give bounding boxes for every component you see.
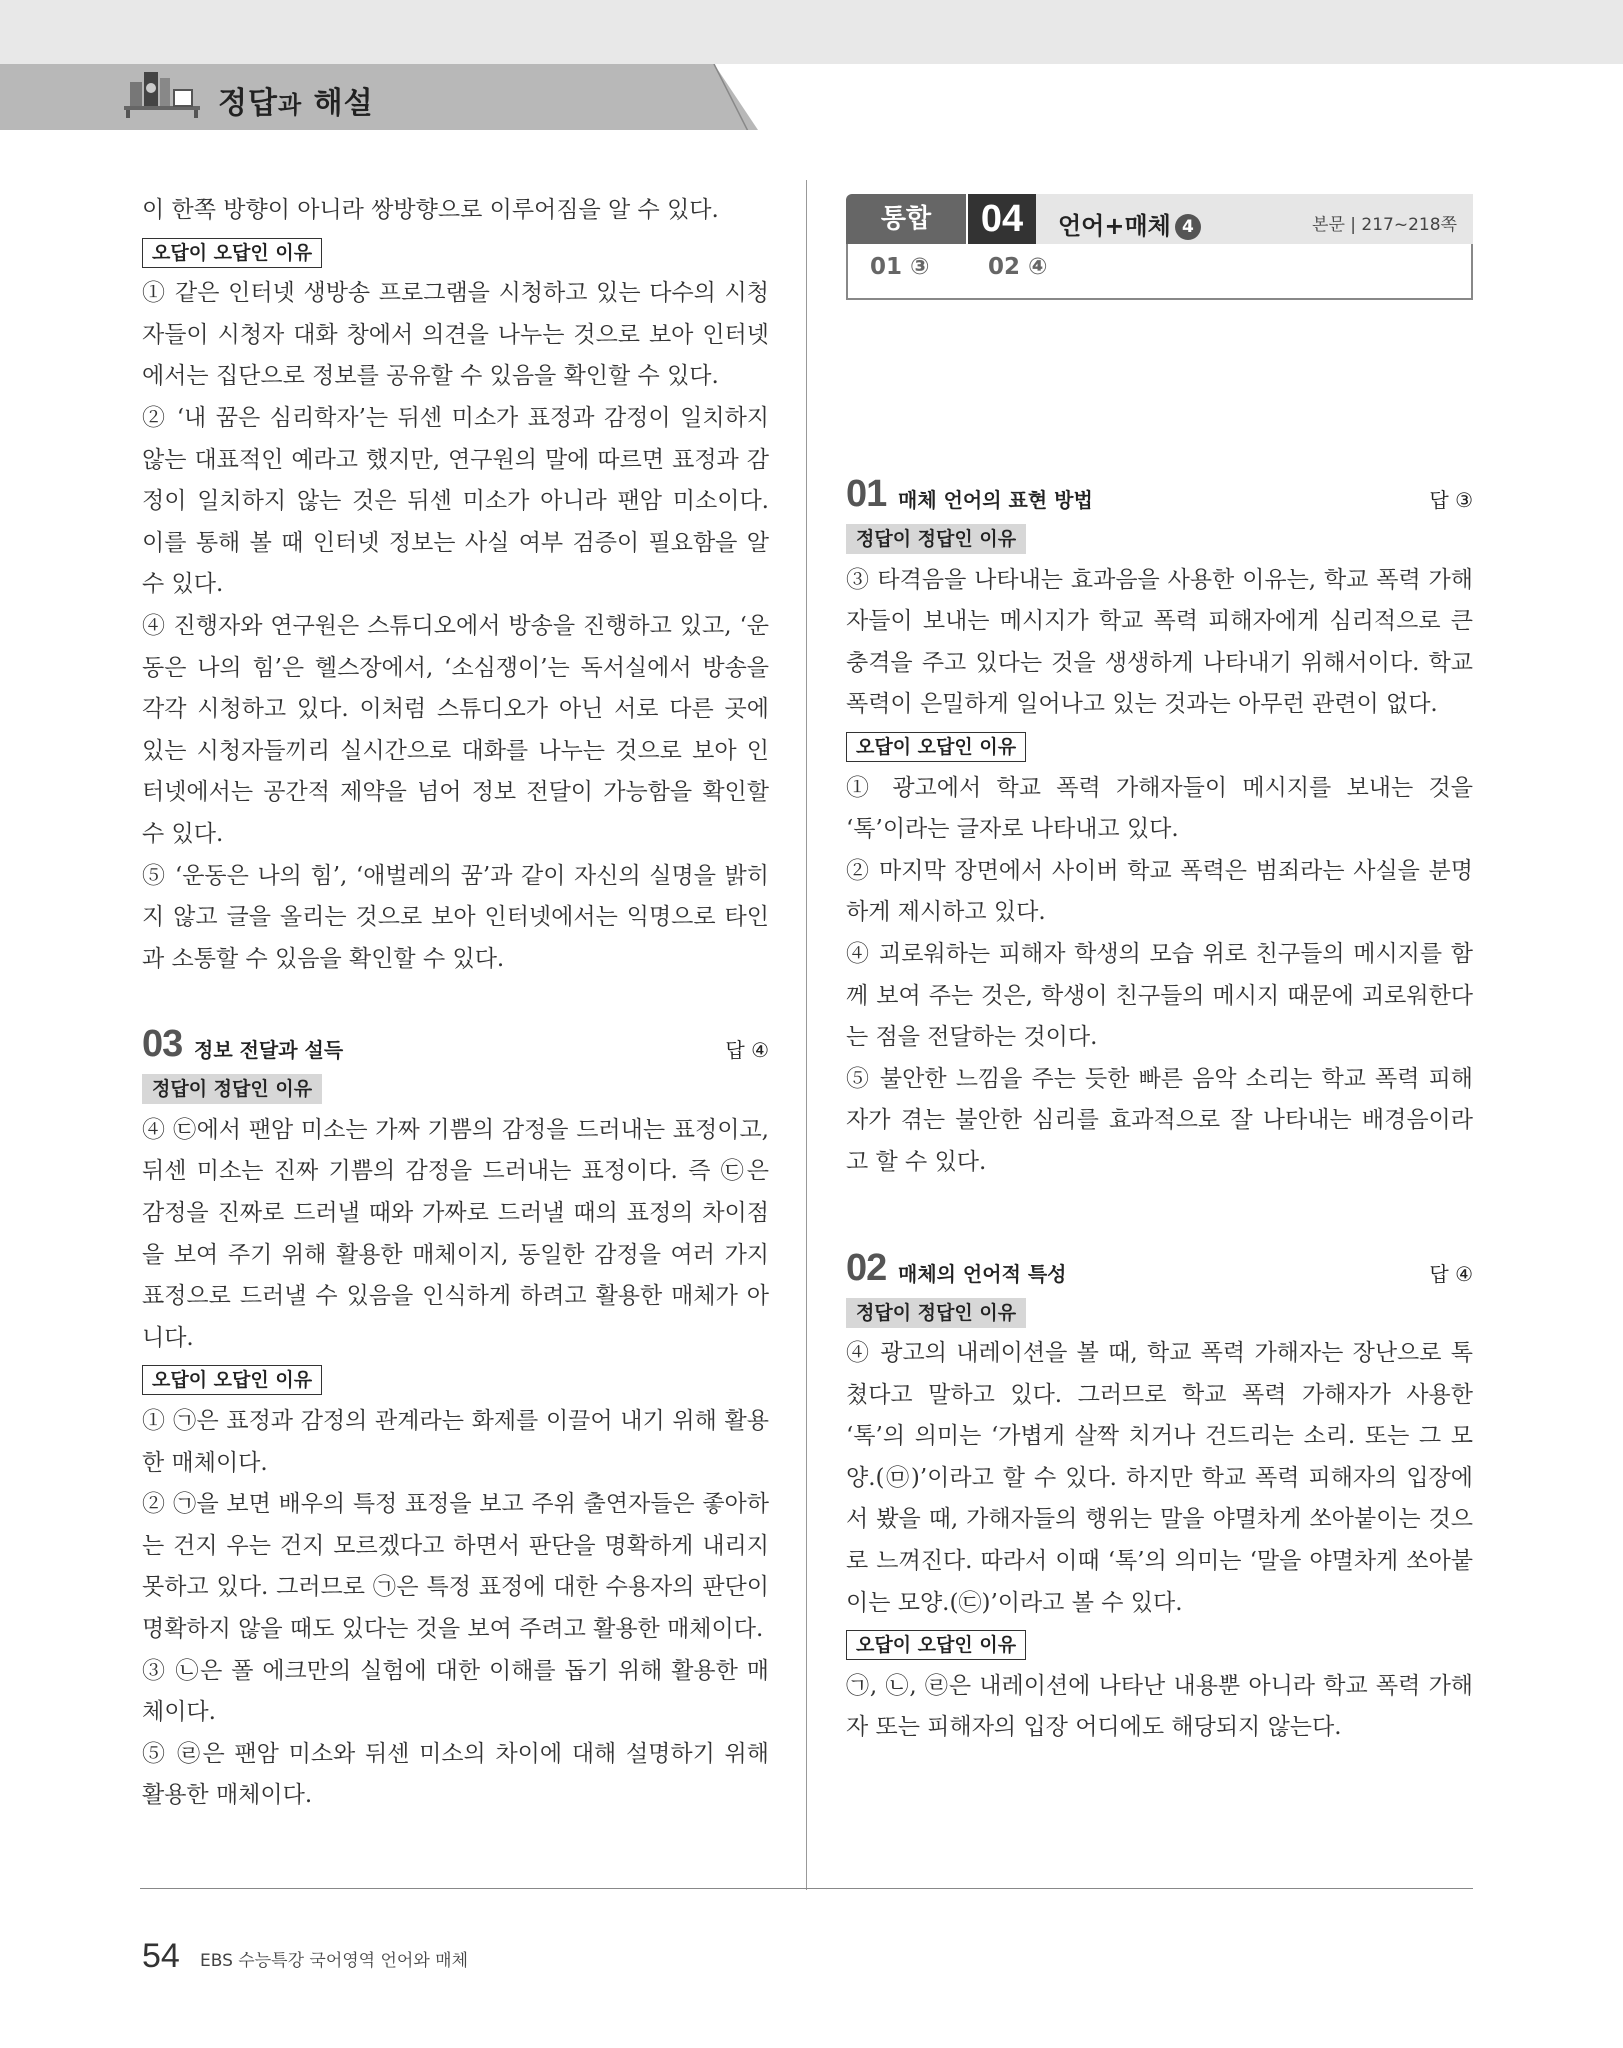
footer-title: EBS 수능특강 국어영역 언어와 매체 bbox=[200, 1951, 468, 1971]
page-number: 54 bbox=[142, 1937, 180, 1975]
question-header-02 bbox=[846, 1246, 1473, 1290]
wrong-item: ④ 진행자와 연구원은 스튜디오에서 방송을 진행하고 있고, ‘운동은 나의 힘’은 헬스장에서, ‘소심쟁이’는 독서실에서 방송을 각각 시청하고 있다. 이처럼 스튜디오가 아닌 서로 다른 곳에 있는 시청자들끼리 실시간으로 대화를 나누는 것으로 보아 인터넷에서는 공간적 제약을 넘어 정보 전달이 가능함을 확인할 수 있다. bbox=[142, 612, 769, 847]
wrong-item: ⑤ 불안한 느낌을 주는 듯한 빠른 음악 소리는 학교 폭력 피해자가 겪는 불안한 심리를 효과적으로 잘 나타내는 배경음이라고 할 수 있다. bbox=[846, 1065, 1473, 1175]
question-answer: 답 ④ bbox=[1429, 1261, 1473, 1286]
wrong-item: ⑤ ‘운동은 나의 힘’, ‘애벌레의 꿈’과 같이 자신의 실명을 밝히지 않고 글을 올리는 것으로 보아 인터넷에서는 익명으로 타인과 소통할 수 있음을 확인할 수 있다. bbox=[142, 862, 769, 972]
column-divider bbox=[806, 180, 807, 1890]
wrong-item: ② ‘내 꿈은 심리학자’는 뒤센 미소가 표정과 감정이 일치하지 않는 대표적인 예라고 했지만, 연구원의 말에 따르면 표정과 감정이 일치하지 않는 것은 뒤센 미소가 아니라 팬암 미소이다. 이를 통해 볼 때 인터넷 정보는 사실 여부 검증이 필요함을 알 수 있다. bbox=[142, 404, 769, 598]
wrong-item: ② ㉠을 보면 배우의 특정 표정을 보고 주위 출연자들은 좋아하는 건지 우는 건지 모르겠다고 하면서 판단을 명확하게 내리지 못하고 있다. 그러므로 ㉠은 특정 표정에 대한 수용자의 판단이 명확하지 않을 때도 있다는 것을 보여 주려고 활용한 매체이다. bbox=[142, 1491, 769, 1642]
intro-text: 이 한쪽 방향이 아니라 쌍방향으로 이루어짐을 알 수 있다. bbox=[142, 197, 719, 223]
summary-answer: 01 ③ bbox=[870, 254, 930, 280]
summary-number: 04 bbox=[968, 194, 1036, 244]
right-reason-label: 정답이 정답인 이유 bbox=[846, 1298, 1026, 1328]
question-number: 01 bbox=[846, 473, 887, 515]
page-header-title: 정답과 해설 bbox=[218, 86, 374, 121]
right-reason-text: ④ ㉢에서 팬암 미소는 가짜 기쁨의 감정을 드러내는 표정이고, 뒤센 미소는 진짜 기쁨의 감정을 드러내는 표정이다. 즉 ㉢은 감정을 진짜로 드러낼 때와 가짜로 드러낼 때의 표정의 차이점을 보여 주기 위해 활용한 매체이지, 동일한 감정을 여러 가지 표정으로 드러낼 수 있음을 인식하게 하려고 활용한 매체가 아니다. bbox=[142, 1116, 769, 1351]
wrong-reason-text: ㉠, ㉡, ㉣은 내레이션에 나타난 내용뿐 아니라 학교 폭력 가해자 또는 피해자의 입장 어디에도 해당되지 않는다. bbox=[846, 1672, 1473, 1741]
summary-answers-box bbox=[846, 244, 1473, 300]
summary-answer: 02 ④ bbox=[988, 254, 1048, 280]
wrong-item: ⑤ ㉣은 팬암 미소와 뒤센 미소의 차이에 대해 설명하기 위해 활용한 매체이다. bbox=[142, 1740, 769, 1809]
right-reason-label: 정답이 정답인 이유 bbox=[846, 524, 1026, 554]
right-reason-text: ③ 타격음을 나타내는 효과음을 사용한 이유는, 학교 폭력 가해자들이 보내는 메시지가 학교 폭력 피해자에게 심리적으로 큰 충격을 주고 있다는 것을 생생하게 나타내기 위해서이다. 학교 폭력이 은밀하게 일어나고 있는 것과는 아무런 관련이 없다. bbox=[846, 566, 1473, 718]
summary-title: 언어+매체 4 bbox=[1058, 206, 1201, 241]
wrong-item: ① 광고에서 학교 폭력 가해자들이 메시지를 보내는 것을 ‘톡’이라는 글자로 나타내고 있다. bbox=[846, 774, 1473, 843]
wrong-item: ② 마지막 장면에서 사이버 학교 폭력은 범죄라는 사실을 분명하게 제시하고 있다. bbox=[846, 857, 1473, 926]
question-header-03 bbox=[142, 1022, 769, 1066]
wrong-item: ① 같은 인터넷 생방송 프로그램을 시청하고 있는 다수의 시청자들이 시청자 대화 창에서 의견을 나누는 것으로 보아 인터넷에서는 집단으로 정보를 공유할 수 있음을 확인할 수 있다. bbox=[142, 280, 769, 390]
question-answer: 답 ③ bbox=[1429, 488, 1473, 512]
top-band bbox=[0, 0, 1623, 64]
question-title: 정보 전달과 설득 bbox=[194, 1038, 344, 1063]
books-icon bbox=[122, 66, 202, 128]
question-header-01 bbox=[846, 472, 1473, 516]
wrong-reason-label: 오답이 오답인 이유 bbox=[846, 732, 1026, 762]
wrong-reason-label: 오답이 오답인 이유 bbox=[846, 1630, 1026, 1660]
wrong-item: ③ ㉡은 폴 에크만의 실험에 대한 이해를 돕기 위해 활용한 매체이다. bbox=[142, 1657, 769, 1726]
summary-tag: 통합 bbox=[846, 194, 966, 244]
wrong-reason-label: 오답이 오답인 이유 bbox=[142, 238, 322, 268]
wrong-item: ④ 괴로워하는 피해자 학생의 모습 위로 친구들의 메시지를 함께 보여 주는 것은, 학생이 친구들의 메시지 때문에 괴로워한다는 점을 전달하는 것이다. bbox=[846, 940, 1473, 1051]
footer-rule bbox=[140, 1888, 1473, 1889]
question-number: 03 bbox=[142, 1023, 183, 1066]
number-circle-icon: 4 bbox=[1175, 214, 1201, 240]
wrong-item: ① ㉠은 표정과 감정의 관계라는 화제를 이끌어 내기 위해 활용한 매체이다. bbox=[142, 1408, 769, 1476]
answer-summary bbox=[846, 194, 1473, 304]
left-column bbox=[142, 190, 769, 1817]
right-reason-text: ④ 광고의 내레이션을 볼 때, 학교 폭력 가해자는 장난으로 톡 쳤다고 말하고 있다. 그러므로 학교 폭력 가해자가 사용한 ‘톡’의 의미는 ‘가볍게 살짝 치거나 건드리는 소리. 또는 그 모양.(㉤)’이라고 할 수 있다. 하지만 학교 폭력 피해자의 입장에서 봤을 때, 가해자들의 행위는 말을 야멸차게 쏘아붙이는 것으로 느껴진다. 따라서 이때 ‘톡’의 의미는 ‘말을 야멸차게 쏘아붙이는 모양.(㉢)’이라고 볼 수 있다. bbox=[846, 1340, 1473, 1616]
summary-page-ref: 본문 | 217~218쪽 bbox=[1312, 215, 1457, 235]
question-title: 매체 언어의 표현 방법 bbox=[898, 488, 1093, 512]
right-column bbox=[846, 472, 1473, 1749]
wrong-reason-label: 오답이 오답인 이유 bbox=[142, 1365, 322, 1395]
question-answer: 답 ④ bbox=[725, 1038, 769, 1063]
right-reason-label: 정답이 정답인 이유 bbox=[142, 1074, 322, 1104]
question-number: 02 bbox=[846, 1246, 887, 1289]
question-title: 매체의 언어적 특성 bbox=[898, 1261, 1067, 1286]
